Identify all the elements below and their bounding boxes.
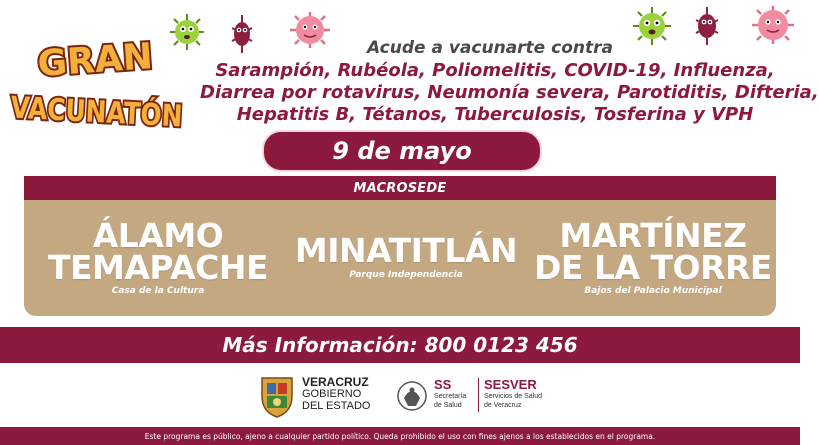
intro-lead-text: Acude a vacunarte contra <box>367 38 613 58</box>
venue-location: Casa de la Cultura <box>111 286 205 296</box>
venue-location: Parque Independencia <box>349 270 463 280</box>
footer-disclaimer: Este programa es público, ajeno a cualquier partido político. Queda prohibido el uso con fines ajenos a los establecidos en el programa. <box>144 431 656 441</box>
diseases-line-2: Diarrea por rotavirus, Neumonía severa, Parotiditis, Difteria, <box>200 82 819 103</box>
venue-panel <box>24 176 776 316</box>
logo-divider <box>478 378 479 412</box>
venue-name-line1: ÁLAMO <box>92 216 224 255</box>
date-pill <box>262 130 542 172</box>
venue-name-line1: MINATITLÁN <box>294 231 518 270</box>
veracruz-logo-line2: GOBIERNO <box>302 388 362 400</box>
logo-line1: GRAN <box>36 36 155 85</box>
venue-name-line1: MARTÍNEZ <box>559 216 747 255</box>
sesver-line1: Servicios de Salud <box>484 393 542 400</box>
venue-header-label: MACROSEDE <box>353 180 447 196</box>
veracruz-logo-line3: DEL ESTADO <box>302 400 371 412</box>
ss-line2: de Salud <box>434 402 462 409</box>
venue-name-line2: DE LA TORRE <box>534 248 772 287</box>
venue-alamo <box>30 216 286 296</box>
info-phone-text: Más Información: 800 0123 456 <box>222 333 578 357</box>
veracruz-gobierno-logo <box>258 372 378 420</box>
logo-line2: VACUNATÓN <box>9 90 220 137</box>
veracruz-logo-line1: VERACRUZ <box>302 375 369 389</box>
date-text: 9 de mayo <box>332 137 472 165</box>
eagle-emblem-icon <box>396 376 428 416</box>
diseases-line-1: Sarampión, Rubéola, Poliomelitis, COVID-19, Influenza, <box>215 60 775 81</box>
diseases-line-3: Hepatitis B, Tétanos, Tuberculosis, Tosferina y VPH <box>236 104 754 125</box>
ss-abbr: SS <box>434 377 452 392</box>
ss-sesver-logo <box>396 372 546 420</box>
venue-header-bar <box>24 176 776 200</box>
sesver-abbr: SESVER <box>484 377 537 392</box>
venue-name-line2: TEMAPACHE <box>47 248 268 287</box>
sesver-line2: de Veracruz <box>484 402 522 409</box>
info-bar <box>0 327 800 363</box>
venue-location: Bajos del Palacio Municipal <box>584 286 722 296</box>
ss-line1: Secretaría <box>434 393 467 400</box>
venue-minatitlan <box>278 231 534 280</box>
venue-martinez <box>530 216 776 296</box>
green-virus-icon <box>168 12 206 52</box>
veracruz-coat-of-arms-icon <box>258 374 296 418</box>
footer-bar <box>0 427 800 445</box>
